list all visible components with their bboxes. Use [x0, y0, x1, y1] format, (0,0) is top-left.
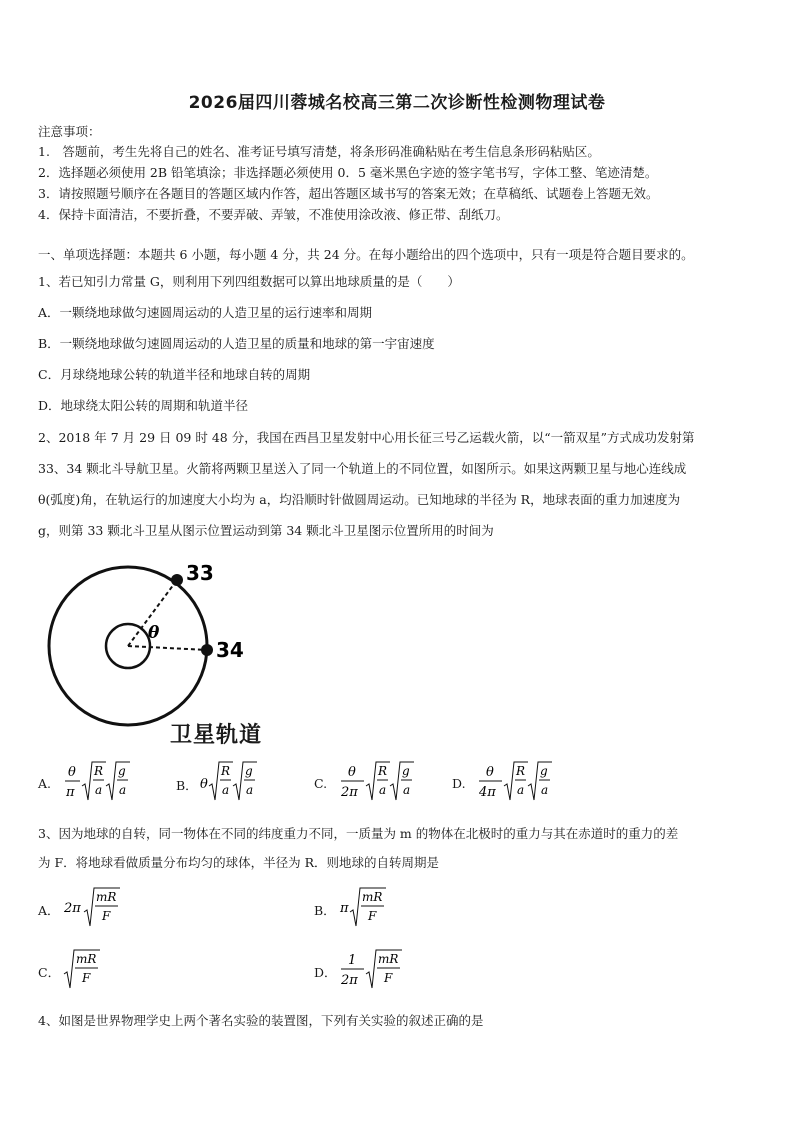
svg-text:g: g — [540, 764, 548, 778]
question-2-stem-line: 33、34 颗北斗导航卫星。火箭将两颗卫星送入了同一个轨道上的不同位置，如图所示。如果这两颗卫星与地心连线成 — [38, 461, 687, 476]
svg-text:a: a — [246, 783, 254, 797]
question-3-option-d-letter: D． — [314, 965, 337, 980]
question-3-stem-line: 为 F．将地球看做质量分布均匀的球体，半径为 R．则地球的自转周期是 — [38, 855, 440, 870]
svg-text:mR: mR — [378, 952, 399, 966]
question-1-option-d: D．地球绕太阳公转的周期和轨道半径 — [38, 398, 249, 413]
question-3-option-c-letter: C． — [38, 965, 61, 980]
notice-item: 1. 答题前，考生先将自己的姓名、准考证号填写清楚，将条形码准确粘贴在考生信息条形码粘贴区。 — [38, 144, 600, 159]
svg-text:4π: 4π — [479, 785, 496, 800]
notice-item: 4．保持卡面清洁，不要折叠，不要弄破、弄皱，不准使用涂改液、修正带、刮纸刀。 — [38, 207, 509, 222]
question-2-option-a-letter: A. — [38, 776, 52, 791]
question-2-option-b-letter: B． — [176, 778, 198, 793]
svg-text:g: g — [402, 764, 410, 778]
question-3-option-b-formula — [336, 884, 396, 938]
svg-text:π: π — [66, 785, 75, 800]
question-2-option-a-formula — [60, 758, 140, 812]
notice-item: 3．请按照题号顺序在各题目的答题区域内作答，超出答题区域书写的答案无效；在草稿纸、试题卷上答题无效。 — [38, 186, 659, 201]
svg-text:θ: θ — [68, 765, 76, 780]
svg-text:a: a — [517, 783, 525, 797]
svg-text:a: a — [403, 783, 411, 797]
svg-text:θ: θ — [348, 765, 356, 780]
svg-text:mR: mR — [76, 952, 97, 966]
svg-text:R: R — [221, 764, 231, 778]
figure-caption: 卫星轨道 — [170, 723, 263, 748]
satellite-33-dot — [171, 574, 183, 586]
svg-text:F: F — [102, 909, 111, 923]
question-3-stem-line: 3、因为地球的自转，同一物体在不同的纬度重力不同，一质量为 m 的物体在北极时的重力与其在赤道时的重力的差 — [38, 826, 679, 841]
svg-text:mR: mR — [96, 890, 117, 904]
question-3-option-d-formula — [336, 946, 411, 1000]
svg-text:a: a — [222, 783, 230, 797]
svg-text:g: g — [118, 764, 126, 778]
svg-text:1: 1 — [348, 953, 357, 968]
question-2-stem-line: g，则第 33 颗北斗卫星从图示位置运动到第 34 颗北斗卫星图示位置所用的时间为 — [38, 523, 494, 538]
question-3-option-b-letter: B． — [314, 903, 336, 918]
svg-text:mR: mR — [362, 890, 383, 904]
question-2-stem-line: θ(弧度)角，在轨运行的加速度大小均为 a，均沿顺时针做圆周运动。已知地球的半径为 R，地球表面的重力加速度为 — [38, 492, 681, 507]
svg-text:a: a — [541, 783, 549, 797]
question-1-option-c: C．月球绕地球公转的轨道半径和地球自转的周期 — [38, 367, 311, 382]
question-1-stem: 1、若已知引力常量 G，则利用下列四组数据可以算出地球质量的是（ ） — [38, 274, 460, 289]
svg-text:2π: 2π — [64, 901, 81, 916]
svg-text:g: g — [245, 764, 253, 778]
svg-text:F: F — [384, 971, 393, 985]
question-4-stem: 4、如图是世界物理学史上两个著名实验的装置图，下列有关实验的叙述正确的是 — [38, 1013, 484, 1028]
svg-text:a: a — [95, 783, 103, 797]
svg-text:a: a — [119, 783, 127, 797]
question-1-option-a: A．一颗绕地球做匀速圆周运动的人造卫星的运行速率和周期 — [38, 305, 373, 320]
radius-line-34 — [128, 646, 207, 650]
svg-text:θ: θ — [200, 777, 208, 792]
svg-text:2π: 2π — [341, 785, 358, 800]
question-3-option-c-formula — [60, 946, 110, 1000]
svg-text:R: R — [516, 764, 526, 778]
question-2-option-c-formula — [336, 758, 421, 812]
svg-text:F: F — [368, 909, 377, 923]
question-3-option-a-formula — [60, 884, 130, 938]
question-2-stem-line: 2、2018 年 7 月 29 日 09 时 48 分，我国在西昌卫星发射中心用长征三号乙运载火箭，以“一箭双星”方式成功发射第 — [38, 430, 695, 445]
svg-text:R: R — [378, 764, 388, 778]
notice-heading: 注意事项： — [38, 124, 101, 139]
question-2-option-c-letter: C. — [314, 776, 328, 791]
satellite-34-label: 34 — [216, 638, 244, 662]
satellite-34-dot — [201, 644, 213, 656]
question-1-option-b: B．一颗绕地球做匀速圆周运动的人造卫星的质量和地球的第一宇宙速度 — [38, 336, 435, 351]
question-2-option-d-formula — [474, 758, 559, 812]
notice-item: 2．选择题必须使用 2B 铅笔填涂；非选择题必须使用 0．5 毫米黑色字迹的签字笔书写，字体工整、笔迹清楚。 — [38, 165, 658, 180]
question-2-option-b-formula — [196, 758, 266, 812]
section-heading: 一、单项选择题：本题共 6 小题，每小题 4 分，共 24 分。在每小题给出的四个选项中，只有一项是符合题目要求的。 — [38, 247, 694, 262]
svg-text:a: a — [379, 783, 387, 797]
question-2-option-d-letter: D. — [452, 776, 466, 791]
question-3-option-a-letter: A． — [38, 903, 60, 918]
svg-text:R: R — [94, 764, 104, 778]
svg-text:θ: θ — [486, 765, 494, 780]
svg-text:π: π — [340, 901, 349, 916]
page-title: 2026届四川蓉城名校高三第二次诊断性检测物理试卷 — [188, 93, 606, 113]
angle-theta-label: θ — [148, 623, 160, 643]
satellite-33-label: 33 — [186, 562, 214, 585]
svg-text:2π: 2π — [341, 973, 358, 988]
svg-text:F: F — [82, 971, 91, 985]
